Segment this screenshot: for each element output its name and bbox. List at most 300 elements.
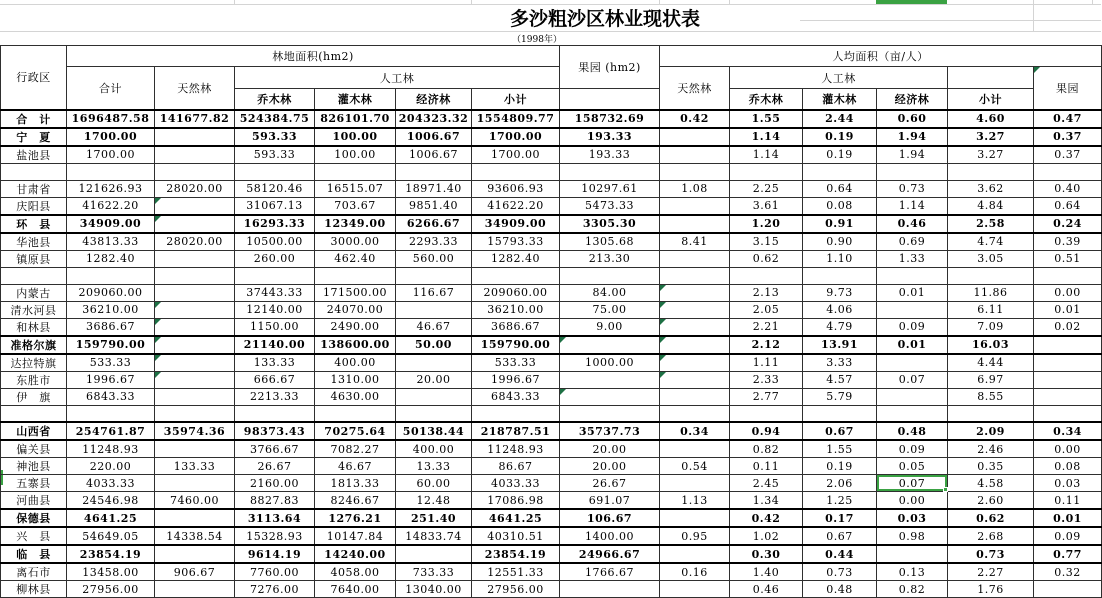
cell[interactable]: 106.67 <box>560 509 660 527</box>
cell[interactable]: 4.57 <box>803 371 877 388</box>
cell[interactable]: 3766.67 <box>235 440 315 458</box>
cell[interactable]: 26.67 <box>235 458 315 475</box>
cell[interactable]: 4641.25 <box>67 509 155 527</box>
cell[interactable]: 0.95 <box>660 527 730 545</box>
cell[interactable] <box>155 250 235 267</box>
cell[interactable]: 0.37 <box>1034 128 1102 146</box>
cell[interactable]: 2.12 <box>730 336 803 354</box>
cell[interactable]: 3.05 <box>948 250 1034 267</box>
cell[interactable]: 0.03 <box>1034 475 1102 492</box>
cell[interactable]: 1.08 <box>660 180 730 197</box>
cell[interactable]: 93606.93 <box>472 180 560 197</box>
cell[interactable] <box>948 405 1034 422</box>
row-label[interactable]: 内蒙古 <box>1 284 67 301</box>
cell[interactable]: 0.48 <box>803 581 877 598</box>
cell[interactable]: 2.06 <box>803 475 877 492</box>
cell[interactable]: 2213.33 <box>235 388 315 405</box>
cell[interactable]: 8.41 <box>660 233 730 251</box>
header-empty[interactable] <box>560 89 660 110</box>
cell[interactable]: 133.33 <box>235 354 315 372</box>
cell[interactable] <box>877 388 948 405</box>
cell[interactable] <box>660 509 730 527</box>
row-label[interactable]: 临 县 <box>1 545 67 563</box>
cell[interactable]: 36210.00 <box>472 301 560 318</box>
cell[interactable] <box>315 267 396 284</box>
row-label[interactable] <box>1 163 67 180</box>
cell[interactable]: 1150.00 <box>235 318 315 336</box>
cell[interactable] <box>660 301 730 318</box>
cell[interactable]: 4641.25 <box>472 509 560 527</box>
cell[interactable]: 24070.00 <box>315 301 396 318</box>
cell[interactable] <box>660 388 730 405</box>
header-empty[interactable] <box>948 67 1034 89</box>
cell[interactable]: 3686.67 <box>67 318 155 336</box>
cell[interactable]: 20.00 <box>560 440 660 458</box>
cell[interactable]: 1.02 <box>730 527 803 545</box>
cell[interactable]: 7082.27 <box>315 440 396 458</box>
cell[interactable] <box>730 405 803 422</box>
cell[interactable]: 0.82 <box>730 440 803 458</box>
cell[interactable]: 28020.00 <box>155 180 235 197</box>
cell[interactable]: 0.05 <box>877 458 948 475</box>
cell[interactable]: 10147.84 <box>315 527 396 545</box>
cell[interactable]: 3.62 <box>948 180 1034 197</box>
cell[interactable]: 35974.36 <box>155 422 235 440</box>
cell[interactable]: 1766.67 <box>560 563 660 581</box>
cell[interactable] <box>877 405 948 422</box>
cell[interactable]: 14240.00 <box>315 545 396 563</box>
cell[interactable]: 0.03 <box>877 509 948 527</box>
cell[interactable]: 8827.83 <box>235 492 315 510</box>
cell[interactable] <box>660 318 730 336</box>
cell[interactable]: 906.67 <box>155 563 235 581</box>
cell[interactable] <box>472 163 560 180</box>
cell[interactable] <box>67 405 155 422</box>
cell[interactable]: 15328.93 <box>235 527 315 545</box>
cell[interactable]: 1006.67 <box>396 146 472 164</box>
cell[interactable]: 0.73 <box>803 563 877 581</box>
cell[interactable]: 1696487.58 <box>67 110 155 128</box>
cell[interactable] <box>1034 581 1102 598</box>
cell[interactable]: 0.01 <box>1034 509 1102 527</box>
cell[interactable] <box>660 405 730 422</box>
cell[interactable] <box>155 163 235 180</box>
cell[interactable]: 1700.00 <box>67 128 155 146</box>
cell[interactable]: 0.39 <box>1034 233 1102 251</box>
cell[interactable]: 11248.93 <box>472 440 560 458</box>
cell[interactable]: 0.16 <box>660 563 730 581</box>
cell[interactable]: 0.13 <box>877 563 948 581</box>
cell[interactable]: 46.67 <box>396 318 472 336</box>
cell[interactable] <box>877 545 948 563</box>
cell[interactable]: 16.03 <box>948 336 1034 354</box>
cell[interactable]: 1310.00 <box>315 371 396 388</box>
cell[interactable]: 0.09 <box>877 440 948 458</box>
cell[interactable]: 251.40 <box>396 509 472 527</box>
cell[interactable]: 18971.40 <box>396 180 472 197</box>
cell[interactable]: 24966.67 <box>560 545 660 563</box>
cell[interactable]: 11248.93 <box>67 440 155 458</box>
cell[interactable]: 7.09 <box>948 318 1034 336</box>
cell[interactable]: 524384.75 <box>235 110 315 128</box>
cell[interactable]: 533.33 <box>472 354 560 372</box>
cell[interactable] <box>660 163 730 180</box>
cell[interactable] <box>660 146 730 164</box>
cell[interactable]: 14338.54 <box>155 527 235 545</box>
row-label[interactable]: 河曲县 <box>1 492 67 510</box>
cell[interactable]: 21140.00 <box>235 336 315 354</box>
row-label[interactable] <box>1 267 67 284</box>
cell[interactable] <box>155 440 235 458</box>
row-label[interactable] <box>1 405 67 422</box>
cell[interactable] <box>803 163 877 180</box>
cell[interactable]: 54649.05 <box>67 527 155 545</box>
cell[interactable]: 3113.64 <box>235 509 315 527</box>
cell[interactable]: 27956.00 <box>67 581 155 598</box>
header-orchard-right[interactable]: 果园 <box>1034 67 1102 110</box>
cell[interactable]: 0.07 <box>877 371 948 388</box>
cell[interactable]: 17086.98 <box>472 492 560 510</box>
row-label[interactable]: 清水河县 <box>1 301 67 318</box>
cell[interactable]: 35737.73 <box>560 422 660 440</box>
cell[interactable]: 13.33 <box>396 458 472 475</box>
cell[interactable] <box>560 336 660 354</box>
cell[interactable]: 4.58 <box>948 475 1034 492</box>
cell[interactable]: 2.58 <box>948 215 1034 233</box>
cell[interactable]: 0.00 <box>1034 440 1102 458</box>
cell[interactable] <box>660 354 730 372</box>
cell[interactable]: 213.30 <box>560 250 660 267</box>
cell[interactable]: 9851.40 <box>396 197 472 215</box>
cell[interactable]: 0.24 <box>1034 215 1102 233</box>
cell[interactable]: 1006.67 <box>396 128 472 146</box>
row-label[interactable]: 偏关县 <box>1 440 67 458</box>
cell[interactable] <box>155 318 235 336</box>
cell[interactable] <box>560 388 660 405</box>
cell[interactable]: 8.55 <box>948 388 1034 405</box>
cell[interactable] <box>730 267 803 284</box>
cell[interactable]: 0.47 <box>1034 110 1102 128</box>
cell[interactable]: 0.98 <box>877 527 948 545</box>
header-economic-right[interactable]: 经济林 <box>877 89 948 110</box>
cell[interactable]: 13458.00 <box>67 563 155 581</box>
cell[interactable]: 2.46 <box>948 440 1034 458</box>
cell[interactable]: 691.07 <box>560 492 660 510</box>
cell[interactable]: 462.40 <box>315 250 396 267</box>
cell[interactable]: 50.00 <box>396 336 472 354</box>
row-label[interactable]: 伊 旗 <box>1 388 67 405</box>
cell[interactable]: 12.48 <box>396 492 472 510</box>
cell[interactable]: 0.00 <box>877 492 948 510</box>
cell[interactable]: 254761.87 <box>67 422 155 440</box>
cell[interactable] <box>948 267 1034 284</box>
cell[interactable]: 0.34 <box>660 422 730 440</box>
cell[interactable]: 84.00 <box>560 284 660 301</box>
cell[interactable]: 5473.33 <box>560 197 660 215</box>
cell[interactable]: 2.44 <box>803 110 877 128</box>
cell[interactable]: 666.67 <box>235 371 315 388</box>
cell[interactable]: 7460.00 <box>155 492 235 510</box>
cell[interactable]: 400.00 <box>396 440 472 458</box>
cell[interactable]: 0.51 <box>1034 250 1102 267</box>
cell[interactable] <box>396 354 472 372</box>
cell[interactable]: 4.60 <box>948 110 1034 128</box>
cell[interactable]: 1.10 <box>803 250 877 267</box>
cell[interactable]: 0.02 <box>1034 318 1102 336</box>
cell[interactable]: 0.77 <box>1034 545 1102 563</box>
cell[interactable] <box>155 128 235 146</box>
cell[interactable] <box>660 545 730 563</box>
header-arbor-left[interactable]: 乔木林 <box>235 89 315 110</box>
cell[interactable]: 0.73 <box>948 545 1034 563</box>
cell[interactable]: 159790.00 <box>67 336 155 354</box>
header-arbor-right[interactable]: 乔木林 <box>730 89 803 110</box>
cell[interactable] <box>155 354 235 372</box>
cell[interactable]: 26.67 <box>560 475 660 492</box>
cell[interactable]: 1700.00 <box>472 128 560 146</box>
cell[interactable]: 31067.13 <box>235 197 315 215</box>
cell[interactable]: 6843.33 <box>472 388 560 405</box>
cell[interactable]: 58120.46 <box>235 180 315 197</box>
cell[interactable] <box>1034 354 1102 372</box>
cell[interactable]: 158732.69 <box>560 110 660 128</box>
cell[interactable]: 98373.43 <box>235 422 315 440</box>
cell[interactable]: 1276.21 <box>315 509 396 527</box>
cell[interactable]: 0.82 <box>877 581 948 598</box>
cell[interactable]: 1.40 <box>730 563 803 581</box>
cell[interactable] <box>660 197 730 215</box>
cell[interactable]: 0.37 <box>1034 146 1102 164</box>
cell[interactable]: 3.61 <box>730 197 803 215</box>
cell[interactable]: 2490.00 <box>315 318 396 336</box>
cell[interactable]: 6.97 <box>948 371 1034 388</box>
cell[interactable] <box>660 215 730 233</box>
cell[interactable]: 4.44 <box>948 354 1034 372</box>
cell[interactable] <box>1034 371 1102 388</box>
cell[interactable]: 0.94 <box>730 422 803 440</box>
cell[interactable]: 14833.74 <box>396 527 472 545</box>
cell[interactable]: 60.00 <box>396 475 472 492</box>
cell[interactable]: 75.00 <box>560 301 660 318</box>
cell[interactable]: 1.55 <box>803 440 877 458</box>
cell[interactable]: 0.90 <box>803 233 877 251</box>
cell[interactable]: 218787.51 <box>472 422 560 440</box>
cell[interactable]: 533.33 <box>67 354 155 372</box>
cell[interactable] <box>560 581 660 598</box>
cell[interactable]: 1.34 <box>730 492 803 510</box>
cell[interactable]: 826101.70 <box>315 110 396 128</box>
cell[interactable]: 159790.00 <box>472 336 560 354</box>
header-planted-left[interactable]: 人工林 <box>235 67 560 89</box>
cell[interactable]: 1400.00 <box>560 527 660 545</box>
cell[interactable]: 1305.68 <box>560 233 660 251</box>
cell[interactable] <box>948 163 1034 180</box>
cell[interactable]: 10297.61 <box>560 180 660 197</box>
cell[interactable]: 1.94 <box>877 128 948 146</box>
cell[interactable] <box>660 440 730 458</box>
cell[interactable]: 20.00 <box>560 458 660 475</box>
cell[interactable]: 7760.00 <box>235 563 315 581</box>
cell[interactable] <box>155 371 235 388</box>
cell[interactable]: 3305.30 <box>560 215 660 233</box>
cell[interactable]: 23854.19 <box>67 545 155 563</box>
cell[interactable] <box>803 405 877 422</box>
row-label[interactable]: 东胜市 <box>1 371 67 388</box>
cell[interactable]: 0.32 <box>1034 563 1102 581</box>
cell[interactable]: 12551.33 <box>472 563 560 581</box>
cell[interactable]: 1996.67 <box>472 371 560 388</box>
cell[interactable]: 3000.00 <box>315 233 396 251</box>
cell[interactable]: 15793.33 <box>472 233 560 251</box>
cell[interactable] <box>396 388 472 405</box>
cell[interactable]: 13.91 <box>803 336 877 354</box>
cell[interactable]: 1.20 <box>730 215 803 233</box>
row-label[interactable]: 五寨县 <box>1 475 67 492</box>
cell[interactable] <box>1034 336 1102 354</box>
cell[interactable]: 5.79 <box>803 388 877 405</box>
cell[interactable]: 28020.00 <box>155 233 235 251</box>
header-shrub-right[interactable]: 灌木林 <box>803 89 877 110</box>
cell[interactable]: 1.94 <box>877 146 948 164</box>
cell[interactable] <box>877 301 948 318</box>
cell[interactable]: 2.05 <box>730 301 803 318</box>
cell[interactable]: 0.62 <box>948 509 1034 527</box>
cell[interactable]: 100.00 <box>315 146 396 164</box>
cell[interactable]: 20.00 <box>396 371 472 388</box>
cell[interactable]: 0.11 <box>1034 492 1102 510</box>
cell[interactable]: 4033.33 <box>472 475 560 492</box>
cell[interactable]: 171500.00 <box>315 284 396 301</box>
cell[interactable]: 100.00 <box>315 128 396 146</box>
cell[interactable] <box>730 163 803 180</box>
cell[interactable]: 1554809.77 <box>472 110 560 128</box>
cell[interactable]: 2.77 <box>730 388 803 405</box>
cell[interactable]: 141677.82 <box>155 110 235 128</box>
header-total[interactable]: 合计 <box>67 67 155 110</box>
cell[interactable]: 6843.33 <box>67 388 155 405</box>
cell[interactable]: 8246.67 <box>315 492 396 510</box>
cell[interactable]: 0.19 <box>803 458 877 475</box>
cell[interactable]: 6.11 <box>948 301 1034 318</box>
header-forest-area[interactable]: 林地面积(hm2) <box>67 46 560 67</box>
cell[interactable]: 3.15 <box>730 233 803 251</box>
cell[interactable] <box>1034 405 1102 422</box>
cell[interactable]: 16293.33 <box>235 215 315 233</box>
cell[interactable]: 0.64 <box>1034 197 1102 215</box>
cell[interactable] <box>660 250 730 267</box>
cell[interactable]: 2160.00 <box>235 475 315 492</box>
cell[interactable] <box>660 581 730 598</box>
cell[interactable]: 2293.33 <box>396 233 472 251</box>
row-label[interactable]: 庆阳县 <box>1 197 67 215</box>
cell[interactable] <box>67 163 155 180</box>
header-orchard-hm2[interactable]: 果园 (hm2) <box>560 46 660 89</box>
header-subtotal-left[interactable]: 小计 <box>472 89 560 110</box>
cell[interactable]: 12140.00 <box>235 301 315 318</box>
cell[interactable]: 593.33 <box>235 128 315 146</box>
cell[interactable]: 0.48 <box>877 422 948 440</box>
cell[interactable] <box>155 545 235 563</box>
cell[interactable] <box>660 475 730 492</box>
cell[interactable]: 0.17 <box>803 509 877 527</box>
header-subtotal-right[interactable]: 小计 <box>948 89 1034 110</box>
row-label[interactable]: 神池县 <box>1 458 67 475</box>
cell[interactable]: 121626.93 <box>67 180 155 197</box>
cell[interactable]: 2.13 <box>730 284 803 301</box>
cell[interactable]: 4.79 <box>803 318 877 336</box>
cell[interactable] <box>155 336 235 354</box>
cell[interactable]: 1996.67 <box>67 371 155 388</box>
cell[interactable] <box>155 405 235 422</box>
cell[interactable] <box>877 163 948 180</box>
header-region[interactable]: 行政区 <box>1 46 67 110</box>
cell[interactable]: 0.08 <box>803 197 877 215</box>
cell[interactable] <box>877 267 948 284</box>
cell[interactable] <box>560 405 660 422</box>
cell[interactable]: 2.60 <box>948 492 1034 510</box>
cell[interactable]: 4.84 <box>948 197 1034 215</box>
cell[interactable]: 1700.00 <box>67 146 155 164</box>
cell[interactable]: 0.67 <box>803 527 877 545</box>
cell[interactable] <box>396 163 472 180</box>
cell[interactable]: 9614.19 <box>235 545 315 563</box>
row-label[interactable]: 甘肃省 <box>1 180 67 197</box>
cell[interactable]: 0.40 <box>1034 180 1102 197</box>
cell[interactable]: 0.91 <box>803 215 877 233</box>
cell[interactable]: 0.09 <box>1034 527 1102 545</box>
header-natural-left[interactable]: 天然林 <box>155 67 235 110</box>
row-label[interactable]: 柳林县 <box>1 581 67 598</box>
cell[interactable] <box>660 284 730 301</box>
cell[interactable]: 3.27 <box>948 128 1034 146</box>
cell[interactable]: 703.67 <box>315 197 396 215</box>
cell[interactable]: 0.42 <box>660 110 730 128</box>
cell[interactable]: 2.25 <box>730 180 803 197</box>
cell[interactable]: 86.67 <box>472 458 560 475</box>
cell[interactable] <box>155 475 235 492</box>
cell[interactable]: 0.19 <box>803 128 877 146</box>
cell[interactable]: 7640.00 <box>315 581 396 598</box>
cell[interactable] <box>560 371 660 388</box>
cell[interactable] <box>396 267 472 284</box>
cell[interactable]: 9.73 <box>803 284 877 301</box>
cell[interactable] <box>660 336 730 354</box>
cell[interactable]: 10500.00 <box>235 233 315 251</box>
header-economic-left[interactable]: 经济林 <box>396 89 472 110</box>
row-label[interactable]: 盐池县 <box>1 146 67 164</box>
cell[interactable]: 46.67 <box>315 458 396 475</box>
cell[interactable]: 0.19 <box>803 146 877 164</box>
cell[interactable] <box>877 354 948 372</box>
row-label[interactable]: 离石市 <box>1 563 67 581</box>
cell[interactable]: 0.00 <box>1034 284 1102 301</box>
cell[interactable]: 0.54 <box>660 458 730 475</box>
cell[interactable]: 37443.33 <box>235 284 315 301</box>
cell[interactable]: 36210.00 <box>67 301 155 318</box>
cell[interactable]: 1.33 <box>877 250 948 267</box>
cell[interactable]: 34909.00 <box>472 215 560 233</box>
cell[interactable] <box>472 267 560 284</box>
cell[interactable] <box>155 284 235 301</box>
cell[interactable]: 400.00 <box>315 354 396 372</box>
cell[interactable]: 4.74 <box>948 233 1034 251</box>
cell[interactable]: 2.27 <box>948 563 1034 581</box>
cell[interactable] <box>472 405 560 422</box>
cell[interactable]: 3.33 <box>803 354 877 372</box>
cell[interactable]: 0.08 <box>1034 458 1102 475</box>
cell[interactable]: 1700.00 <box>472 146 560 164</box>
cell[interactable]: 1282.40 <box>472 250 560 267</box>
